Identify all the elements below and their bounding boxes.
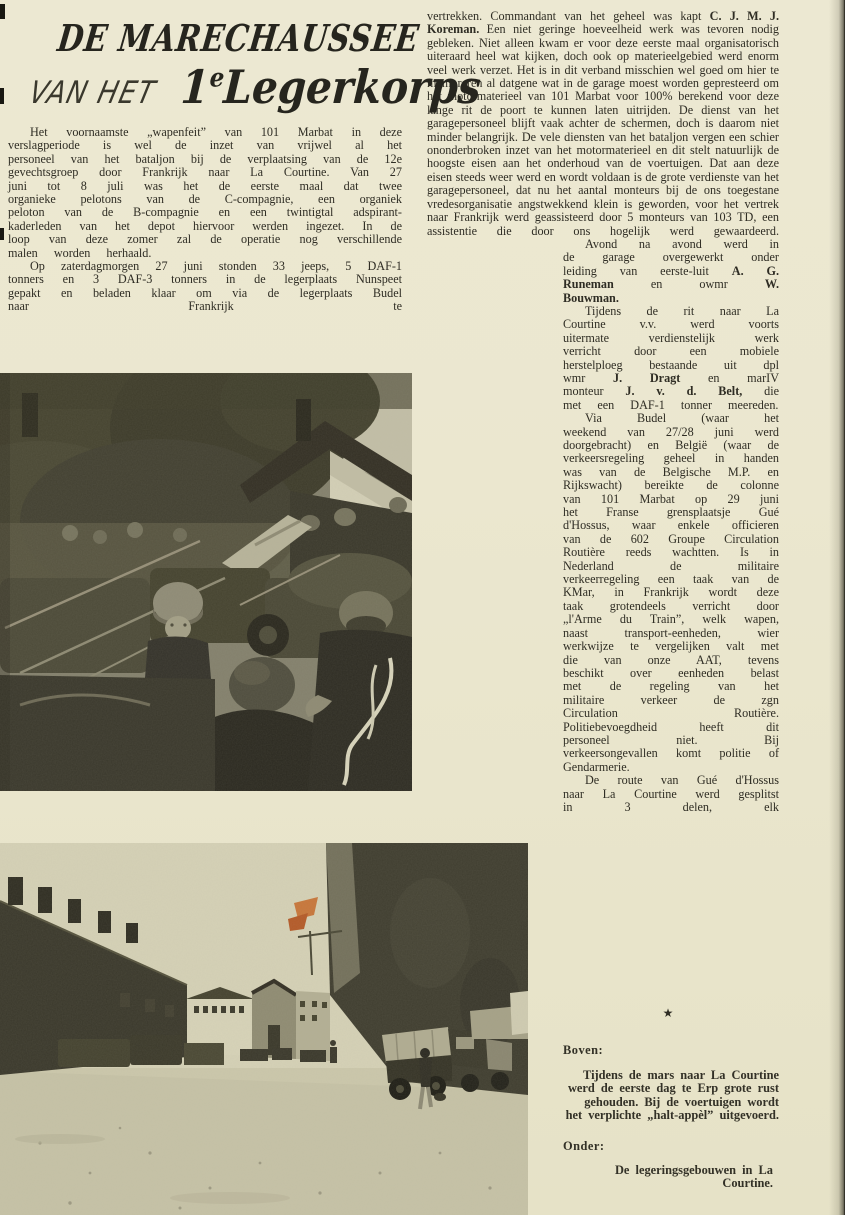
paragraph-de-route: De route van Gué d'Hossus naar La Courtine werd gesplitst in 3 delen, elk (563, 773, 779, 814)
caption-text-boven: Tijdens de mars naar La Courtine werd de eerste dag te Erp grote rust gehouden. Bij de voertuigen wordt het verplichte „halt-appèl” uitgevoerd. (565, 1067, 779, 1123)
caption-label-boven: Boven: (563, 1043, 604, 1057)
corps-ordinal-suffix: e (208, 63, 226, 94)
paragraph-zaterdagmorgen: Op zaterdagmorgen 27 juni stonden 33 jeeps, 5 DAF-1 tonners en 3 DAF-3 tonners in de legerplaats Nunspeet gepakt en beladen klaar om via de legerplaats Budel naar Frankrijk te (8, 259, 402, 314)
right-column (427, 10, 779, 1158)
left-column (8, 126, 402, 314)
scan-artifact-mark (0, 228, 4, 240)
photo-jeep-column (0, 373, 412, 791)
paragraph-tijdens-de-rit: Tijdens de rit naar La Courtine v.v. werd voorts uitermate verdienstelijk werk verricht door een mobiele herstelploeg bestaande uit dpl wmr J. Dragt en marIV monteur J. v. d. Belt, die met een DAF-1 tonner meereden. (563, 303, 779, 412)
masthead-van-het: VAN HET (25, 75, 160, 111)
photo-text-wrap-spacer (427, 238, 563, 1158)
scan-artifact-mark (0, 4, 5, 19)
masthead (25, 16, 483, 114)
corps-name: Legerkorps (222, 60, 483, 114)
scan-edge-shadow (829, 0, 845, 1215)
caption-label-onder: Onder: (563, 1138, 605, 1153)
photo-captions (563, 1044, 779, 1191)
paragraph-wapenfeit: Het voornaamste „wapenfeit” van 101 Marbat in deze verslagperiode is wel de inzet van vrijwel al het personeel van het bataljon bij de verplaatsing van de 12e gevechtsgroep door Frankrijk naar La Courtine. Van 27 juni tot 8 juli was het de eerste maal dat twee organieke pelotons van de C-compagnie, een organiek peloton van de B-compagnie en een twintigtal adspirant-kaderleden van het depot hiervoor werden ingezet. In de loop van deze zomer zal de operatie nog verschillende malen worden herhaald. (8, 125, 402, 260)
masthead-line2 (25, 60, 483, 114)
paragraph-via-budel: Via Budel (waar het weekend van 27/28 juni werd doorgebracht) en België (waar de verkeersregeling geheel in handen was van de Belgische M.P. en Rijkswacht) bereikte de colonne van 101 Marbat op 29 juni het Franse grensplaatsje Gué d'Hossus, waar enkele officieren van de 602 Groupe Circulation Routière reeds wachtten. Is in Nederland de militaire verkeerregeling een taak van de KMar, in Frankrijk wordt deze taak grotendeels verricht door „l'Arme du Train”, welk wapen, naast transport-eenheden, wier werkwijze te vergelijken valt met die van onze AAT, tevens beschikt over eenheden belast met de regeling van het militaire verkeer de zgn Circulation Routière. Politiebevoegdheid heeft dit personeel niet. Bij verkeersongevallen komt politie of Gendarmerie. (563, 411, 779, 774)
corps-number: 1 (179, 60, 212, 114)
star-divider: ★ (662, 1006, 674, 1020)
caption-text-onder: De legeringsgebouwen in La Courtine. (614, 1162, 773, 1191)
paragraph-avond-na-avond: Avond na avond werd in de garage overgewerkt onder leiding van eerste-luit A. G. Runeman en owmr W. Bouwman. (563, 236, 779, 305)
paragraph-vertrekken: vertrekken. Commandant van het geheel was kapt C. J. M. J. Koreman. Een niet geringe hoeveelheid werk was tevoren nodig gebleken. Niet alleen kwam er voor deze eerste maal organisatorisch uiteraard heel wat kijken, doch ook op materieelgebied werd enorm veel werk verzet. Het is in dit verband misschien wel goed om hier te memoreren al datgene wat in de garage moest worden gepresteerd om het motormaterieel van 101 Marbat voor 100% berekend voor deze lange rit de poort te kunnen laten uitrijden. De dienst van het garagepersoneel blijft vaak achter de schermen, doch is daarom niet minder belangrijk. De vele diensten van het bataljon vergen een schier ononderbroken inzet van het motormaterieel en dit stelt natuurlijk de hoogste eisen aan het onderhoud van de voertuigen. Dat aan deze eisen steeds weer werd en wordt voldaan is de grote verdienste van het garagepersoneel, dat nu het aantal monteurs bij de ons toegestane vredesorganisatie angstwekkend klein is geworden, voor het vertrek naar Frankrijk werd geassisteerd door 5 monteurs van 103 TD, een assistentie die door ons hogelijk werd gewaardeerd. (427, 9, 779, 238)
scan-artifact-mark (0, 88, 4, 104)
masthead-line1: DE MARECHAUSSEE (55, 16, 422, 60)
masthead-corps-title (180, 60, 483, 114)
